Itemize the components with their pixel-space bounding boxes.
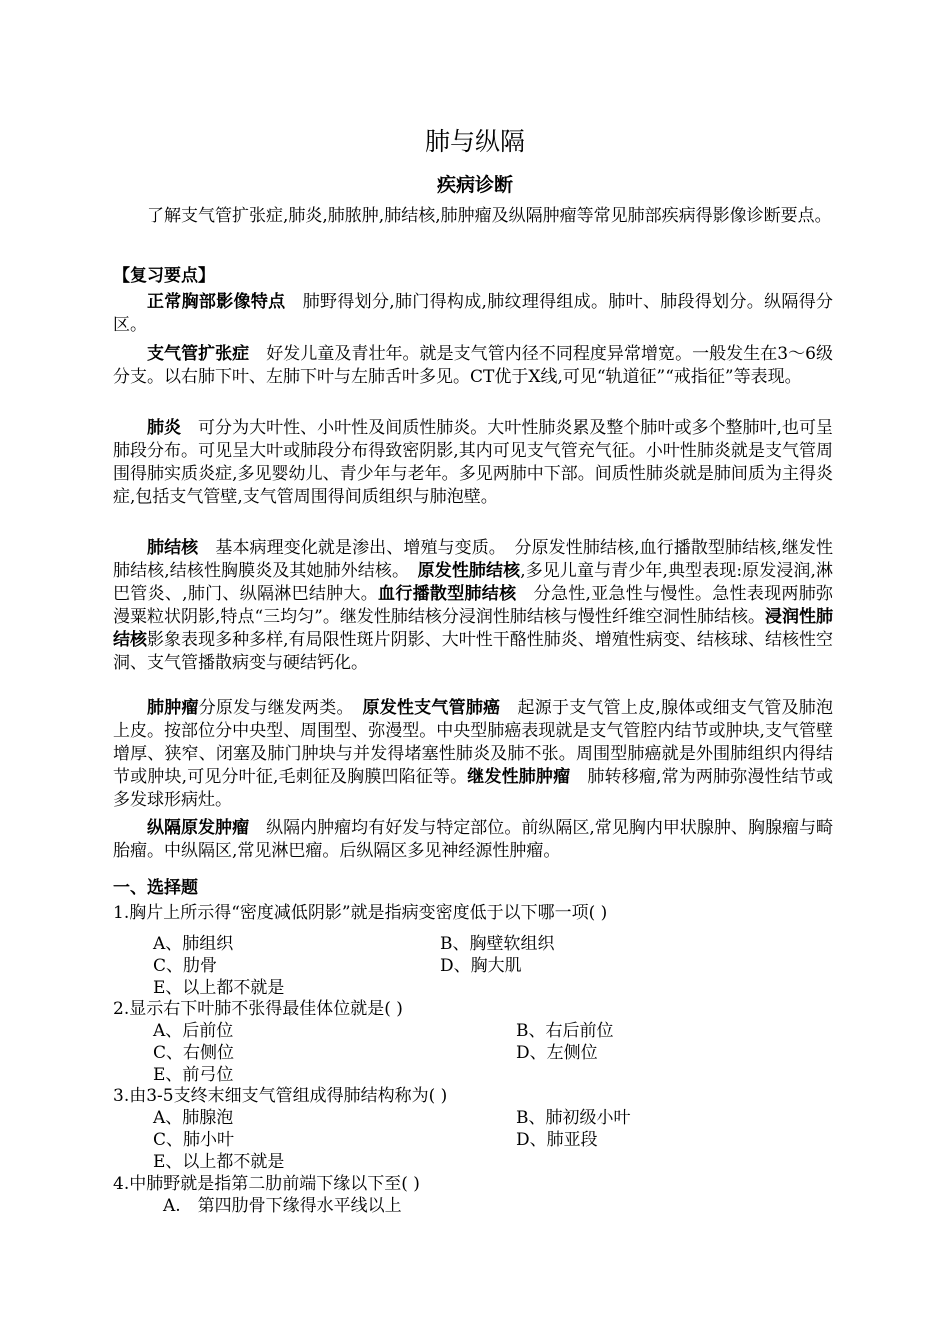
paragraph-tuberculosis [113, 537, 833, 675]
question-3-stem: 3.由3-5支终末细支气管组成得肺结构称为( ) [113, 1086, 448, 1106]
term-miliary-tb: 血行播散型肺结核 [378, 584, 517, 604]
term-lung-tumor: 肺肿瘤 [147, 698, 199, 718]
question-2-option-c: C、右侧位 [153, 1043, 235, 1063]
term-primary-carcinoma: 原发性支气管肺癌 [362, 698, 501, 718]
question-3-option-b: B、肺初级小叶 [516, 1108, 631, 1128]
question-3-option-e: E、以上都不就是 [153, 1152, 285, 1172]
paragraph-text: 肺野得划分,肺门得构成,肺纹理得组成。肺叶、肺段得划分。纵隔得分区。 [113, 292, 833, 335]
question-2-stem: 2.显示右下叶肺不张得最佳体位就是( ) [113, 999, 403, 1019]
question-1-option-d: D、胸大肌 [440, 956, 522, 976]
question-3-option-c: C、肺小叶 [153, 1130, 235, 1150]
term-normal-chest: 正常胸部影像特点 [147, 292, 286, 312]
paragraph-text: 影象表现多种多样,有局限性斑片阴影、大叶性干酪性肺炎、增殖性病变、结核球、结核性空洞、支气管播散病变与硬结钙化。 [113, 630, 833, 673]
question-1-option-c: C、肋骨 [153, 956, 218, 976]
term-infiltrative-tb: 浸润性肺结核 [113, 607, 833, 650]
section-heading-choice: 一、选择题 [113, 878, 198, 898]
term-mediastinal-tumor: 纵隔原发肿瘤 [147, 818, 250, 838]
intro-paragraph: 了解支气管扩张症,肺炎,肺脓肿,肺结核,肺肿瘤及纵隔肿瘤等常见肺部疾病得影像诊断要点。 [147, 206, 832, 226]
paragraph-pneumonia [113, 417, 833, 509]
question-2-option-a: A、后前位 [153, 1021, 234, 1041]
question-4-option-a: A. 第四肋骨下缘得水平线以上 [163, 1196, 402, 1216]
paragraph-normal-chest [113, 291, 833, 337]
paragraph-text: 好发儿童及青壮年。就是支气管内径不同程度异常增宽。一般发生在3～6级分支。以右肺下叶、左肺下叶与左肺舌叶多见。CT优于X线,可见“轨道征”“戒指征”等表现。 [113, 344, 834, 387]
paragraph-text: 分原发与继发两类。 [198, 698, 363, 718]
paragraph-text: 肺转移瘤,常为两肺弥漫性结节或多发球形病灶。 [113, 767, 834, 810]
paragraph-text: 分急性,亚急性与慢性。急性表现两肺弥漫粟粒状阴影,特点“三均匀”。继发性肺结核分浸润性肺结核与慢性纤维空洞性肺结核。 [113, 584, 834, 627]
term-pneumonia: 肺炎 [147, 418, 182, 438]
paragraph-text: 基本病理变化就是渗出、增殖与变质。 分原发性肺结核,血行播散型肺结核,继发性肺结核,结核性胸膜炎及其她肺外结核。 [113, 538, 834, 581]
question-4-stem: 4.中肺野就是指第二肋前端下缘以下至( ) [113, 1174, 420, 1194]
question-3-option-a: A、肺腺泡 [153, 1108, 234, 1128]
paragraph-text: 起源于支气管上皮,腺体或细支气管及肺泡上皮。按部位分中央型、周围型、弥漫型。中央型肺癌表现就是支气管腔内结节或肿块,支气管壁增厚、狭窄、闭塞及肺门肿块与并发得堵塞性肺炎及肺不张。周围型肺癌就是外围肺组织内得结节或肿块,可见分叶征,毛刺征及胸膜凹陷征等。 [113, 698, 834, 787]
term-secondary-tumor: 继发性肺肿瘤 [467, 767, 571, 787]
review-heading: 【复习要点】 [113, 266, 215, 286]
question-2-option-e: E、前弓位 [153, 1065, 234, 1085]
term-primary-tb: 原发性肺结核 [417, 561, 521, 581]
question-2-option-b: B、右后前位 [516, 1021, 614, 1041]
term-bronchiectasis: 支气管扩张症 [147, 344, 250, 364]
question-1-option-b: B、胸壁软组织 [440, 934, 555, 954]
page-subtitle: 疾病诊断 [436, 174, 513, 196]
page-title: 肺与纵隔 [424, 127, 525, 156]
question-1-option-a: A、肺组织 [153, 934, 234, 954]
paragraph-lung-tumor [113, 697, 833, 812]
paragraph-bronchiectasis [113, 343, 833, 389]
paragraph-text: 可分为大叶性、小叶性及间质性肺炎。大叶性肺炎累及整个肺叶或多个整肺叶,也可呈肺段分布。可见呈大叶或肺段分布得致密阴影,其内可见支气管充气征。小叶性肺炎就是支气管周围得肺实质炎症,多见婴幼儿、青少年与老年。多见两肺中下部。间质性肺炎就是肺间质为主得炎症,包括支气管壁,支气管周围得间质组织与肺泡壁。 [113, 418, 833, 507]
question-3-option-d: D、肺亚段 [516, 1130, 598, 1150]
question-1-stem: 1.胸片上所示得“密度减低阴影”就是指病变密度低于以下哪一项( ) [113, 903, 608, 923]
question-1-option-e: E、以上都不就是 [153, 978, 285, 998]
paragraph-text: ,多见儿童与青少年,典型表现:原发浸润,淋巴管炎、,肺门、纵隔淋巴结肿大。 [113, 561, 833, 604]
question-2-option-d: D、左侧位 [516, 1043, 598, 1063]
paragraph-mediastinal-tumor [113, 817, 833, 863]
term-tuberculosis: 肺结核 [147, 538, 199, 558]
paragraph-text: 纵隔内肿瘤均有好发与特定部位。前纵隔区,常见胸内甲状腺肿、胸腺瘤与畸胎瘤。中纵隔区,常见淋巴瘤。后纵隔区多见神经源性肿瘤。 [113, 818, 834, 861]
